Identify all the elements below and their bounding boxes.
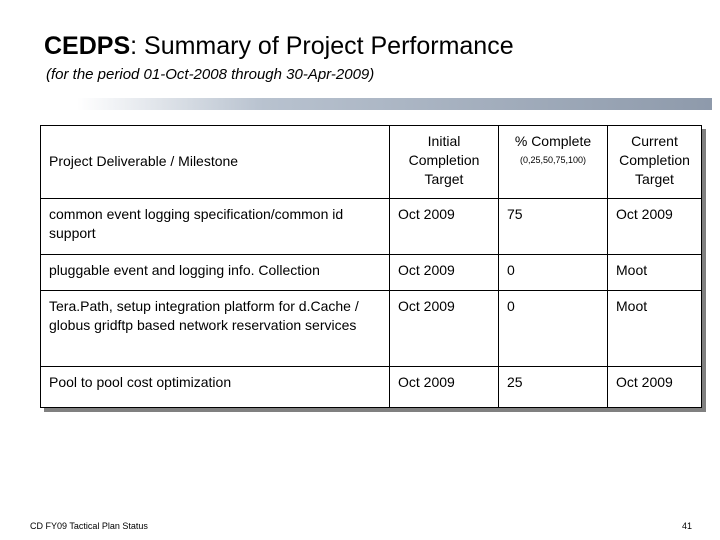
slide-title bbox=[44, 32, 514, 61]
title-divider-bar bbox=[22, 98, 712, 110]
row-current-target: Moot bbox=[608, 254, 702, 290]
slide-title-rest: : Summary of Project Performance bbox=[130, 32, 514, 60]
table-row bbox=[41, 290, 701, 366]
header-deliverable: Project Deliverable / Milestone bbox=[41, 126, 390, 198]
row-initial-target: Oct 2009 bbox=[390, 366, 499, 407]
slide-title-bold: CEDPS bbox=[44, 32, 131, 60]
table-row bbox=[41, 254, 701, 290]
row-initial-target: Oct 2009 bbox=[390, 290, 499, 366]
row-deliverable: Tera.Path, setup integration platform for d.Cache / globus gridftp based network reservation services bbox=[41, 290, 390, 366]
row-deliverable: common event logging specification/common id support bbox=[41, 198, 390, 254]
page-number: 41 bbox=[681, 521, 692, 531]
header-initial-target: Initial Completion Target bbox=[390, 126, 499, 198]
row-percent-complete: 25 bbox=[499, 366, 608, 407]
row-initial-target: Oct 2009 bbox=[390, 254, 499, 290]
header-percent-scale: (0,25,50,75,100) bbox=[519, 155, 587, 165]
row-current-target: Moot bbox=[608, 290, 702, 366]
slide-subtitle: (for the period 01-Oct-2008 through 30-Apr-2009) bbox=[46, 66, 375, 83]
row-deliverable: Pool to pool cost optimization bbox=[41, 366, 390, 407]
table-header-row bbox=[41, 126, 701, 198]
table-row bbox=[41, 198, 701, 254]
performance-table bbox=[40, 125, 702, 408]
row-initial-target: Oct 2009 bbox=[390, 198, 499, 254]
header-percent-complete bbox=[499, 126, 608, 198]
footer-caption: CD FY09 Tactical Plan Status bbox=[30, 521, 148, 531]
row-deliverable: pluggable event and logging info. Collection bbox=[41, 254, 390, 290]
row-current-target: Oct 2009 bbox=[608, 198, 702, 254]
row-current-target: Oct 2009 bbox=[608, 366, 702, 407]
header-percent-label: % Complete bbox=[514, 133, 592, 149]
table-row bbox=[41, 366, 701, 407]
row-percent-complete: 75 bbox=[499, 198, 608, 254]
row-percent-complete: 0 bbox=[499, 290, 608, 366]
row-percent-complete: 0 bbox=[499, 254, 608, 290]
header-current-target: Current Completion Target bbox=[608, 126, 702, 198]
